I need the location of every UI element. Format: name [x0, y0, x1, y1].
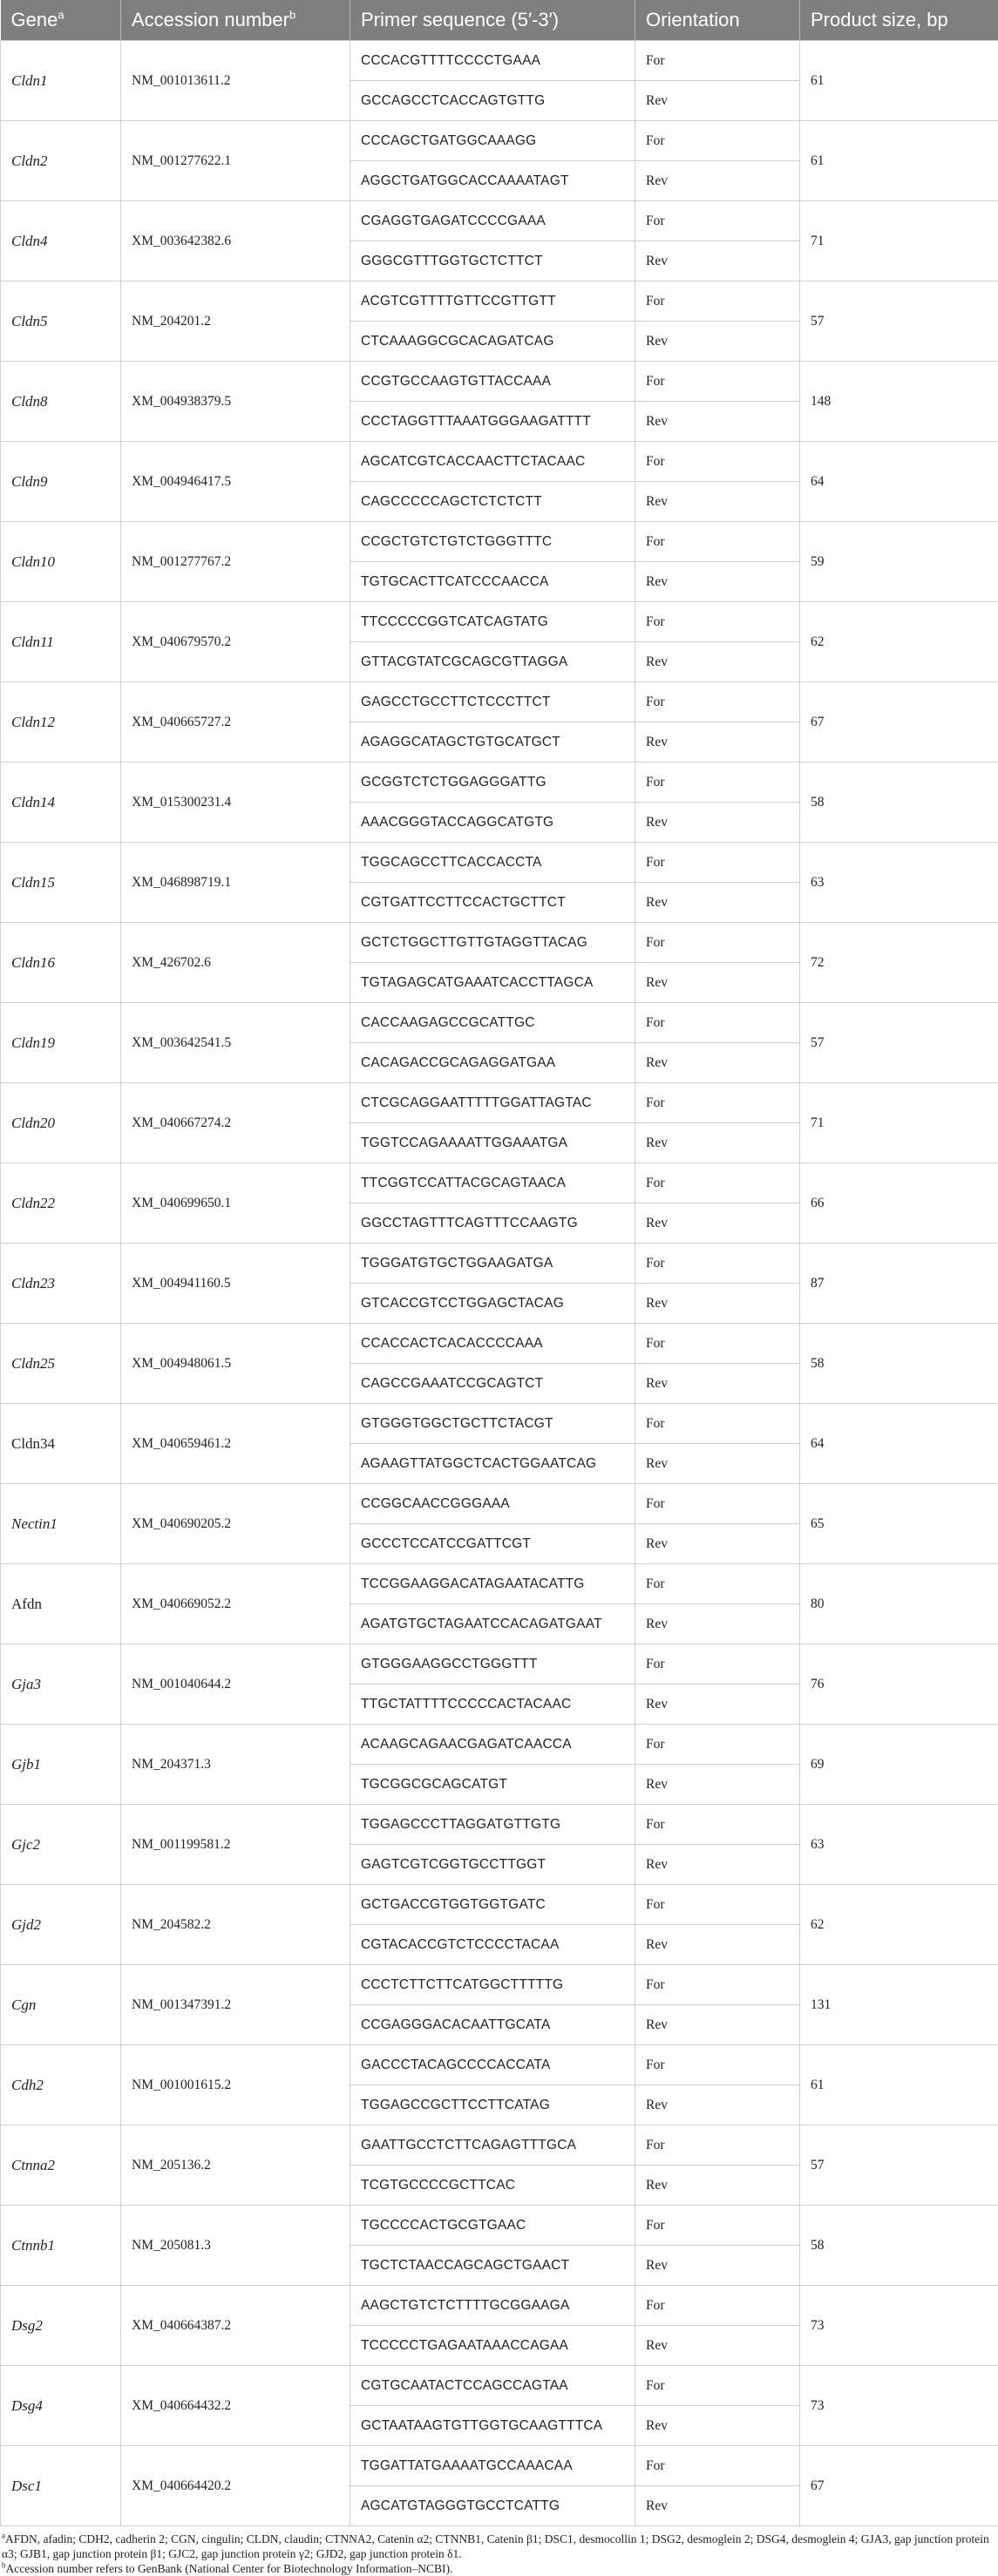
- orientation-reverse: Rev: [635, 722, 800, 763]
- product-size: 62: [800, 1885, 998, 1965]
- orientation-reverse: Rev: [635, 1123, 800, 1163]
- product-size: 148: [800, 362, 998, 442]
- forward-primer-sequence: ACGTCGTTTTGTTCCGTTGTT: [350, 281, 635, 322]
- gene-name: Dsc1: [1, 2446, 121, 2526]
- accession-number: XM_040679570.2: [121, 602, 350, 682]
- accession-number: NM_204582.2: [121, 1885, 350, 1965]
- orientation-reverse: Rev: [635, 2326, 800, 2366]
- reverse-primer-sequence: GTTACGTATCGCAGCGTTAGGA: [350, 642, 635, 682]
- reverse-primer-sequence: CCCTAGGTTTAAATGGGAAGATTTT: [350, 402, 635, 442]
- gene-name: Cldn23: [1, 1244, 121, 1324]
- reverse-primer-sequence: TGCTCTAACCAGCAGCTGAACT: [350, 2246, 635, 2286]
- accession-number: XM_015300231.4: [121, 763, 350, 843]
- forward-primer-sequence: CGTGCAATACTCCAGCCAGTAA: [350, 2366, 635, 2406]
- orientation-reverse: Rev: [635, 1444, 800, 1484]
- product-size: 58: [800, 1324, 998, 1404]
- orientation-forward: For: [635, 1163, 800, 1203]
- header-orientation: Orientation: [635, 0, 800, 41]
- reverse-primer-sequence: AGAAGTTATGGCTCACTGGAATCAG: [350, 1444, 635, 1484]
- orientation-forward: For: [635, 442, 800, 482]
- header-accession-footnote-mark: b: [289, 9, 295, 22]
- forward-primer-sequence: TGGATTATGAAAATGCCAAACAA: [350, 2446, 635, 2486]
- accession-number: NM_001040644.2: [121, 1644, 350, 1725]
- reverse-primer-sequence: TCGTGCCCCGCTTCAC: [350, 2166, 635, 2206]
- reverse-primer-sequence: GGCCTAGTTTCAGTTTCCAAGTG: [350, 1203, 635, 1244]
- forward-primer-sequence: GCTGACCGTGGTGGTGATC: [350, 1885, 635, 1925]
- product-size: 66: [800, 1163, 998, 1244]
- forward-primer-sequence: CCCACGTTTTCCCCTGAAA: [350, 41, 635, 81]
- orientation-reverse: Rev: [635, 322, 800, 362]
- product-size: 59: [800, 522, 998, 602]
- forward-primer-sequence: CCGGCAACCGGGAAA: [350, 1484, 635, 1524]
- footnote-b-text: Accession number refers to GenBank (National Center for Biotechnology Information–NCBI).: [6, 2562, 453, 2575]
- accession-number: XM_040699650.1: [121, 1163, 350, 1244]
- table-row-forward: [1, 1083, 998, 1123]
- orientation-forward: For: [635, 362, 800, 402]
- forward-primer-sequence: CGAGGTGAGATCCCCGAAA: [350, 201, 635, 241]
- table-row-forward: [1, 2125, 998, 2166]
- reverse-primer-sequence: GCTAATAAGTGTTGGTGCAAGTTTCA: [350, 2406, 635, 2446]
- reverse-primer-sequence: TGTAGAGCATGAAATCACCTTAGCA: [350, 963, 635, 1003]
- product-size: 131: [800, 1965, 998, 2045]
- forward-primer-sequence: TTCGGTCCATTACGCAGTAACA: [350, 1163, 635, 1203]
- product-size: 69: [800, 1725, 998, 1805]
- accession-number: XM_003642541.5: [121, 1003, 350, 1083]
- reverse-primer-sequence: GAGTCGTCGGTGCCTTGGT: [350, 1845, 635, 1885]
- gene-name: Cldn22: [1, 1163, 121, 1244]
- reverse-primer-sequence: TCCCCCTGAGAATAAACCAGAA: [350, 2326, 635, 2366]
- accession-number: XM_426702.6: [121, 923, 350, 1003]
- orientation-reverse: Rev: [635, 1364, 800, 1404]
- orientation-forward: For: [635, 121, 800, 161]
- header-gene-footnote-mark: a: [58, 9, 64, 22]
- reverse-primer-sequence: CCGAGGGACACAATTGCATA: [350, 2005, 635, 2045]
- product-size: 87: [800, 1244, 998, 1324]
- accession-number: NM_001347391.2: [121, 1965, 350, 2045]
- gene-name: Cldn14: [1, 763, 121, 843]
- table-row-forward: [1, 362, 998, 402]
- table-row-forward: [1, 1163, 998, 1203]
- gene-name: Cldn20: [1, 1083, 121, 1163]
- accession-number: XM_040667274.2: [121, 1083, 350, 1163]
- product-size: 73: [800, 2286, 998, 2366]
- gene-name: Ctnnb1: [1, 2206, 121, 2286]
- orientation-reverse: Rev: [635, 1765, 800, 1805]
- table-row-forward: [1, 2045, 998, 2085]
- product-size: 62: [800, 602, 998, 682]
- table-row-forward: [1, 682, 998, 722]
- table-row-forward: [1, 1484, 998, 1524]
- table-row-forward: [1, 1965, 998, 2005]
- product-size: 67: [800, 682, 998, 763]
- header-gene: [1, 0, 121, 41]
- product-size: 72: [800, 923, 998, 1003]
- orientation-reverse: Rev: [635, 1604, 800, 1644]
- orientation-forward: For: [635, 2125, 800, 2166]
- accession-number: NM_001277767.2: [121, 522, 350, 602]
- reverse-primer-sequence: GTCACCGTCCTGGAGCTACAG: [350, 1284, 635, 1324]
- orientation-reverse: Rev: [635, 2085, 800, 2125]
- reverse-primer-sequence: GCCAGCCTCACCAGTGTTG: [350, 81, 635, 121]
- accession-number: XM_046898719.1: [121, 843, 350, 923]
- orientation-forward: For: [635, 41, 800, 81]
- orientation-reverse: Rev: [635, 2486, 800, 2526]
- orientation-forward: For: [635, 1244, 800, 1284]
- orientation-forward: For: [635, 1003, 800, 1043]
- orientation-reverse: Rev: [635, 402, 800, 442]
- forward-primer-sequence: TTCCCCCGGTCATCAGTATG: [350, 602, 635, 642]
- forward-primer-sequence: GCTCTGGCTTGTTGTAGGTTACAG: [350, 923, 635, 963]
- gene-name: Cldn16: [1, 923, 121, 1003]
- footnote-b-mark: b: [2, 2561, 6, 2570]
- product-size: 63: [800, 1805, 998, 1885]
- orientation-forward: For: [635, 843, 800, 883]
- table-row-forward: [1, 41, 998, 81]
- table-row-forward: [1, 281, 998, 322]
- orientation-forward: For: [635, 1805, 800, 1845]
- header-product-size: Product size, bp: [800, 0, 998, 41]
- product-size: 67: [800, 2446, 998, 2526]
- orientation-reverse: Rev: [635, 1043, 800, 1083]
- orientation-reverse: Rev: [635, 803, 800, 843]
- product-size: 64: [800, 1404, 998, 1484]
- accession-number: XM_040690205.2: [121, 1484, 350, 1564]
- table-row-forward: [1, 2366, 998, 2406]
- gene-name: Cldn5: [1, 281, 121, 362]
- orientation-forward: For: [635, 763, 800, 803]
- forward-primer-sequence: TGGGATGTGCTGGAAGATGA: [350, 1244, 635, 1284]
- gene-name: Cdh2: [1, 2045, 121, 2125]
- accession-number: NM_204371.3: [121, 1725, 350, 1805]
- table-row-forward: [1, 1564, 998, 1604]
- product-size: 76: [800, 1644, 998, 1725]
- reverse-primer-sequence: CGTGATTCCTTCCACTGCTTCT: [350, 883, 635, 923]
- gene-name: Cldn15: [1, 843, 121, 923]
- orientation-forward: For: [635, 1083, 800, 1123]
- gene-name: Gjd2: [1, 1885, 121, 1965]
- orientation-forward: For: [635, 2366, 800, 2406]
- orientation-reverse: Rev: [635, 1845, 800, 1885]
- forward-primer-sequence: TGGAGCCCTTAGGATGTTGTG: [350, 1805, 635, 1845]
- accession-number: XM_040669052.2: [121, 1564, 350, 1644]
- orientation-forward: For: [635, 522, 800, 562]
- orientation-forward: For: [635, 602, 800, 642]
- forward-primer-sequence: GAGCCTGCCTTCTCCCTTCT: [350, 682, 635, 722]
- product-size: 71: [800, 1083, 998, 1163]
- table-row-forward: [1, 522, 998, 562]
- accession-number: XM_040659461.2: [121, 1404, 350, 1484]
- table-row-forward: [1, 2206, 998, 2246]
- forward-primer-sequence: CACCAAGAGCCGCATTGC: [350, 1003, 635, 1043]
- orientation-reverse: Rev: [635, 1524, 800, 1564]
- accession-number: NM_205136.2: [121, 2125, 350, 2206]
- orientation-reverse: Rev: [635, 2166, 800, 2206]
- reverse-primer-sequence: CAGCCGAAATCCGCAGTCT: [350, 1364, 635, 1404]
- reverse-primer-sequence: CAGCCCCCAGCTCTCTCTT: [350, 482, 635, 522]
- gene-name: Cldn12: [1, 682, 121, 763]
- gene-name: Cldn9: [1, 442, 121, 522]
- gene-name: Cldn19: [1, 1003, 121, 1083]
- forward-primer-sequence: GACCCTACAGCCCCACCATA: [350, 2045, 635, 2085]
- orientation-forward: For: [635, 281, 800, 322]
- reverse-primer-sequence: TTGCTATTTTCCCCCACTACAAC: [350, 1685, 635, 1725]
- orientation-reverse: Rev: [635, 1685, 800, 1725]
- product-size: 71: [800, 201, 998, 281]
- header-accession: [121, 0, 350, 41]
- accession-number: XM_040664387.2: [121, 2286, 350, 2366]
- reverse-primer-sequence: TGTGCACTTCATCCCAACCA: [350, 562, 635, 602]
- orientation-reverse: Rev: [635, 161, 800, 201]
- reverse-primer-sequence: CACAGACCGCAGAGGATGAA: [350, 1043, 635, 1083]
- table-row-forward: [1, 763, 998, 803]
- forward-primer-sequence: CCACCACTCACACCCCAAA: [350, 1324, 635, 1364]
- product-size: 61: [800, 121, 998, 201]
- orientation-forward: For: [635, 1324, 800, 1364]
- product-size: 57: [800, 1003, 998, 1083]
- reverse-primer-sequence: GGGCGTTTGGTGCTCTTCT: [350, 241, 635, 281]
- forward-primer-sequence: GCGGTCTCTGGAGGGATTG: [350, 763, 635, 803]
- table-footnotes: [0, 2526, 998, 2576]
- accession-number: XM_004941160.5: [121, 1244, 350, 1324]
- orientation-forward: For: [635, 2045, 800, 2085]
- gene-name: Cldn4: [1, 201, 121, 281]
- table-row-forward: [1, 1404, 998, 1444]
- table-header: [1, 0, 998, 41]
- gene-name: Cgn: [1, 1965, 121, 2045]
- orientation-reverse: Rev: [635, 1284, 800, 1324]
- table-row-forward: [1, 1003, 998, 1043]
- gene-name: Dsg2: [1, 2286, 121, 2366]
- accession-number: XM_004948061.5: [121, 1324, 350, 1404]
- orientation-forward: For: [635, 2446, 800, 2486]
- orientation-forward: For: [635, 923, 800, 963]
- orientation-reverse: Rev: [635, 2005, 800, 2045]
- forward-primer-sequence: CTCGCAGGAATTTTTGGATTAGTAC: [350, 1083, 635, 1123]
- forward-primer-sequence: TGGCAGCCTTCACCACCTA: [350, 843, 635, 883]
- orientation-forward: For: [635, 1404, 800, 1444]
- accession-number: NM_204201.2: [121, 281, 350, 362]
- orientation-forward: For: [635, 1644, 800, 1685]
- accession-number: XM_004946417.5: [121, 442, 350, 522]
- reverse-primer-sequence: AAACGGGTACCAGGCATGTG: [350, 803, 635, 843]
- forward-primer-sequence: CCCTCTTCTTCATGGCTTTTTG: [350, 1965, 635, 2005]
- product-size: 65: [800, 1484, 998, 1564]
- orientation-reverse: Rev: [635, 81, 800, 121]
- product-size: 58: [800, 763, 998, 843]
- table-row-forward: [1, 602, 998, 642]
- reverse-primer-sequence: TGGAGCCGCTTCCTTCATAG: [350, 2085, 635, 2125]
- table-row-forward: [1, 1725, 998, 1765]
- orientation-reverse: Rev: [635, 241, 800, 281]
- accession-number: XM_003642382.6: [121, 201, 350, 281]
- product-size: 57: [800, 281, 998, 362]
- product-size: 61: [800, 2045, 998, 2125]
- orientation-reverse: Rev: [635, 2406, 800, 2446]
- gene-name: Cldn2: [1, 121, 121, 201]
- gene-name: Cldn34: [1, 1404, 121, 1484]
- gene-name: Cldn25: [1, 1324, 121, 1404]
- orientation-forward: For: [635, 201, 800, 241]
- product-size: 58: [800, 2206, 998, 2286]
- table-row-forward: [1, 442, 998, 482]
- accession-number: XM_040665727.2: [121, 682, 350, 763]
- orientation-forward: For: [635, 682, 800, 722]
- gene-name: Cldn11: [1, 602, 121, 682]
- table-row-forward: [1, 1324, 998, 1364]
- header-primer-sequence: Primer sequence (5′-3′): [350, 0, 635, 41]
- forward-primer-sequence: GTGGGTGGCTGCTTCTACGT: [350, 1404, 635, 1444]
- orientation-reverse: Rev: [635, 883, 800, 923]
- product-size: 63: [800, 843, 998, 923]
- forward-primer-sequence: CCGTGCCAAGTGTTACCAAA: [350, 362, 635, 402]
- table-row-forward: [1, 2446, 998, 2486]
- forward-primer-sequence: GAATTGCCTCTTCAGAGTTTGCA: [350, 2125, 635, 2166]
- orientation-forward: For: [635, 1564, 800, 1604]
- accession-number: XM_040664432.2: [121, 2366, 350, 2446]
- header-gene-label: Gene: [11, 9, 58, 31]
- accession-number: NM_205081.3: [121, 2206, 350, 2286]
- gene-name: Cldn1: [1, 41, 121, 121]
- orientation-forward: For: [635, 1725, 800, 1765]
- forward-primer-sequence: TCCGGAAGGACATAGAATACATTG: [350, 1564, 635, 1604]
- table-row-forward: [1, 1244, 998, 1284]
- gene-name: Dsg4: [1, 2366, 121, 2446]
- orientation-forward: For: [635, 1965, 800, 2005]
- table-row-forward: [1, 1885, 998, 1925]
- orientation-forward: For: [635, 1484, 800, 1524]
- orientation-forward: For: [635, 1885, 800, 1925]
- reverse-primer-sequence: TGCGGCGCAGCATGT: [350, 1765, 635, 1805]
- accession-number: NM_001277622.1: [121, 121, 350, 201]
- gene-name: Gja3: [1, 1644, 121, 1725]
- forward-primer-sequence: CCGCTGTCTGTCTGGGTTTC: [350, 522, 635, 562]
- accession-number: NM_001013611.2: [121, 41, 350, 121]
- orientation-reverse: Rev: [635, 642, 800, 682]
- reverse-primer-sequence: GCCCTCCATCCGATTCGT: [350, 1524, 635, 1564]
- product-size: 73: [800, 2366, 998, 2446]
- reverse-primer-sequence: TGGTCCAGAAAATTGGAAATGA: [350, 1123, 635, 1163]
- table-row-forward: [1, 201, 998, 241]
- accession-number: XM_040664420.2: [121, 2446, 350, 2526]
- product-size: 57: [800, 2125, 998, 2206]
- orientation-reverse: Rev: [635, 2246, 800, 2286]
- forward-primer-sequence: AAGCTGTCTCTTTTGCGGAAGA: [350, 2286, 635, 2326]
- table-row-forward: [1, 121, 998, 161]
- gene-name: Gjc2: [1, 1805, 121, 1885]
- table-row-forward: [1, 843, 998, 883]
- orientation-reverse: Rev: [635, 562, 800, 602]
- forward-primer-sequence: ACAAGCAGAACGAGATCAACCA: [350, 1725, 635, 1765]
- gene-name: Cldn8: [1, 362, 121, 442]
- reverse-primer-sequence: CTCAAAGGCGCACAGATCAG: [350, 322, 635, 362]
- product-size: 61: [800, 41, 998, 121]
- orientation-reverse: Rev: [635, 1203, 800, 1244]
- accession-number: NM_001001615.2: [121, 2045, 350, 2125]
- orientation-forward: For: [635, 2206, 800, 2246]
- orientation-reverse: Rev: [635, 1925, 800, 1965]
- product-size: 80: [800, 1564, 998, 1644]
- table-row-forward: [1, 1644, 998, 1685]
- forward-primer-sequence: AGCATCGTCACCAACTTCTACAAC: [350, 442, 635, 482]
- reverse-primer-sequence: AGAGGCATAGCTGTGCATGCT: [350, 722, 635, 763]
- accession-number: XM_004938379.5: [121, 362, 350, 442]
- table-row-forward: [1, 1805, 998, 1845]
- table-row-forward: [1, 923, 998, 963]
- orientation-forward: For: [635, 2286, 800, 2326]
- footnote-a-mark: a: [2, 2532, 5, 2540]
- gene-name: Gjb1: [1, 1725, 121, 1805]
- forward-primer-sequence: TGCCCCACTGCGTGAAC: [350, 2206, 635, 2246]
- orientation-reverse: Rev: [635, 482, 800, 522]
- gene-name: Cldn10: [1, 522, 121, 602]
- orientation-reverse: Rev: [635, 963, 800, 1003]
- product-size: 64: [800, 442, 998, 522]
- gene-name: Afdn: [1, 1564, 121, 1644]
- footnote-a: [2, 2532, 998, 2561]
- gene-name: Ctnna2: [1, 2125, 121, 2206]
- accession-number: NM_001199581.2: [121, 1805, 350, 1885]
- gene-name: Nectin1: [1, 1484, 121, 1564]
- forward-primer-sequence: GTGGGAAGGCCTGGGTTT: [350, 1644, 635, 1685]
- reverse-primer-sequence: AGATGTGCTAGAATCCACAGATGAAT: [350, 1604, 635, 1644]
- reverse-primer-sequence: CGTACACCGTCTCCCCTACAA: [350, 1925, 635, 1965]
- reverse-primer-sequence: AGGCTGATGGCACCAAAATAGT: [350, 161, 635, 201]
- header-accession-label: Accession number: [132, 9, 289, 31]
- reverse-primer-sequence: AGCATGTAGGGTGCCTCATTG: [350, 2486, 635, 2526]
- footnote-a-text: AFDN, afadin; CDH2, cadherin 2; CGN, cingulin; CLDN, claudin; CTNNA2, Catenin α2; CTNNB1, Catenin β1; DSC1, desmocollin 1; DSG2, desmoglein 2; DSG4, desmoglein 4; GJA3, gap junction protein α3; GJB1, gap junction protein β1; GJC2, gap junction protein γ2; GJD2, gap junction protein δ1.: [2, 2532, 989, 2560]
- table-row-forward: [1, 2286, 998, 2326]
- table-body: [1, 41, 998, 2526]
- forward-primer-sequence: CCCAGCTGATGGCAAAGG: [350, 121, 635, 161]
